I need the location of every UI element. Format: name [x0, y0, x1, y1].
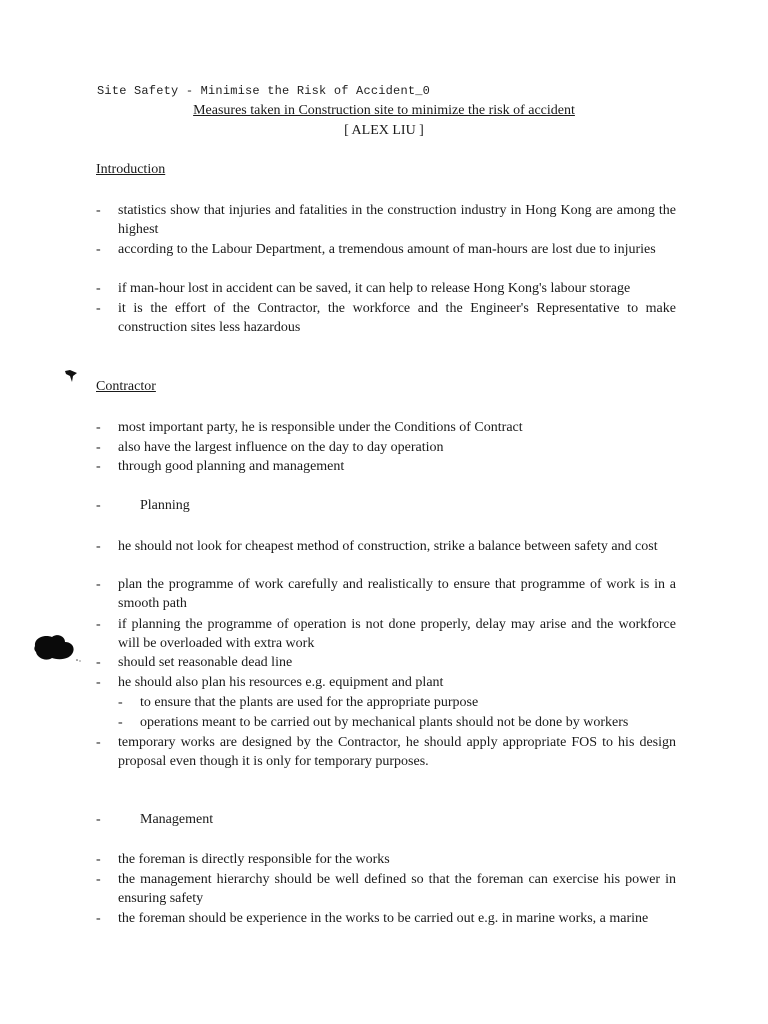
list-item-text: the foreman should be experience in the works to be carried out e.g. in marine works, a marine — [118, 911, 649, 926]
list-item — [96, 674, 676, 693]
list-item-text: it is the effort of the Contractor, the workforce and the Engineer's Representative to make construction sites less hazardous — [118, 301, 676, 335]
bullet-dash: - — [96, 301, 101, 316]
list-item — [96, 300, 676, 337]
document-title: Measures taken in Construction site to minimize the risk of accident — [193, 103, 575, 118]
bullet-dash: - — [96, 812, 101, 827]
list-item — [96, 616, 676, 653]
list-item-text: if planning the programme of operation is not done properly, delay may arise and the workforce will be overloaded with extra work — [118, 617, 676, 651]
list-item-text: also have the largest influence on the day to day operation — [118, 440, 444, 455]
list-item — [96, 734, 676, 771]
list-item-text: he should not look for cheapest method of construction, strike a balance between safety and cost — [118, 539, 658, 554]
list-item — [96, 202, 676, 239]
bullet-dash: - — [96, 459, 101, 474]
bullet-dash: - — [96, 498, 101, 513]
list-item — [96, 576, 676, 613]
bullet-dash: - — [96, 440, 101, 455]
bullet-dash: - — [96, 852, 101, 867]
bullet-dash: - — [96, 539, 101, 554]
list-item-text: most important party, he is responsible under the Conditions of Contract — [118, 420, 523, 435]
bullet-dash: - — [118, 695, 123, 710]
list-item — [96, 538, 676, 557]
bullet-dash: - — [118, 715, 123, 730]
bullet-dash: - — [96, 203, 101, 218]
list-item — [96, 458, 676, 477]
sub-list-item — [118, 714, 678, 733]
scan-artifact-mark — [64, 368, 80, 384]
file-label: Site Safety - Minimise the Risk of Accident_0 — [97, 84, 431, 98]
list-item — [96, 280, 676, 299]
sub-list-item — [118, 694, 678, 713]
list-item-text: the foreman is directly responsible for the works — [118, 852, 390, 867]
list-item — [96, 871, 676, 908]
management-heading-text: Management — [140, 812, 214, 827]
bullet-dash: - — [96, 675, 101, 690]
bullet-dash: - — [96, 420, 101, 435]
sub-list-item-text: operations meant to be carried out by mechanical plants should not be done by workers — [140, 715, 629, 730]
list-item-text: plan the programme of work carefully and realistically to ensure that programme of work is in a smooth path — [118, 577, 676, 611]
introduction-heading: Introduction — [96, 162, 166, 177]
list-item-text: he should also plan his resources e.g. equipment and plant — [118, 675, 444, 690]
bullet-dash: - — [96, 872, 101, 887]
bullet-dash: - — [96, 281, 101, 296]
scan-artifact-blot — [32, 632, 82, 666]
list-item — [96, 910, 676, 929]
list-item-text: should set reasonable dead line — [118, 655, 293, 670]
list-item-text: temporary works are designed by the Contractor, he should apply appropriate FOS to his design proposal even though it is only for temporary purposes. — [118, 735, 676, 769]
bullet-dash: - — [96, 617, 101, 632]
bullet-dash: - — [96, 735, 101, 750]
list-item — [96, 654, 676, 673]
list-item-text: if man-hour lost in accident can be saved, it can help to release Hong Kong's labour storage — [118, 281, 631, 296]
document-author: [ ALEX LIU ] — [344, 123, 424, 138]
sub-list-item-text: to ensure that the plants are used for the appropriate purpose — [140, 695, 479, 710]
planning-heading-text: Planning — [140, 498, 190, 513]
bullet-dash: - — [96, 655, 101, 670]
list-item-text: through good planning and management — [118, 459, 345, 474]
bullet-dash: - — [96, 577, 101, 592]
list-item — [96, 241, 676, 260]
list-item-text: the management hierarchy should be well defined so that the foreman can exercise his power in ensuring safety — [118, 872, 676, 906]
bullet-dash: - — [96, 911, 101, 926]
contractor-heading: Contractor — [96, 379, 156, 394]
list-item — [96, 439, 676, 458]
list-item — [96, 851, 676, 870]
bullet-dash: - — [96, 242, 101, 257]
list-item-text: according to the Labour Department, a tremendous amount of man-hours are lost due to injuries — [118, 242, 656, 257]
list-item-text: statistics show that injuries and fatalities in the construction industry in Hong Kong are among the highest — [118, 203, 676, 237]
list-item — [96, 419, 676, 438]
